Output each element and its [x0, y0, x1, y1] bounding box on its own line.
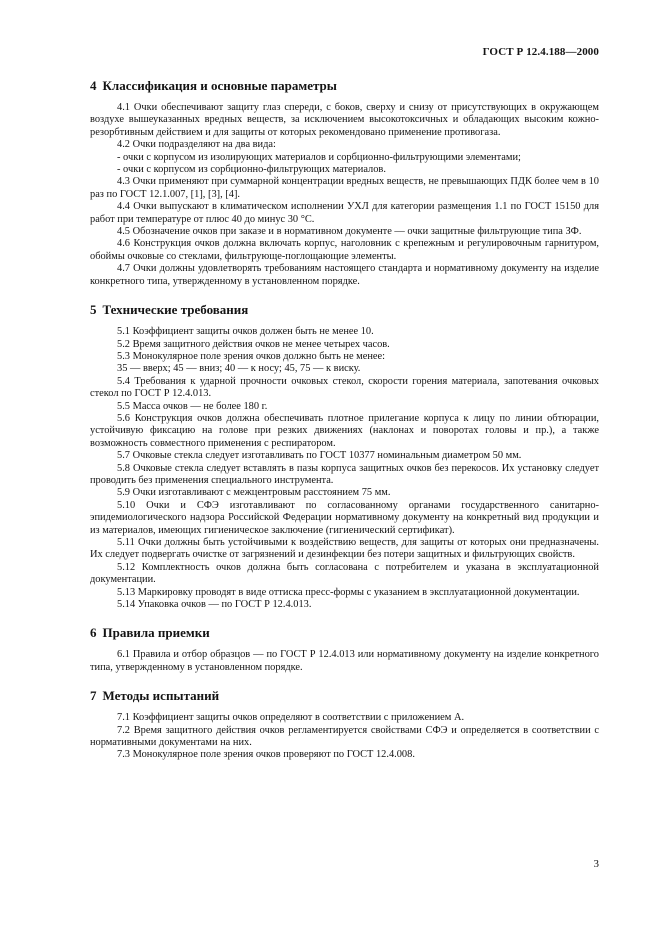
paragraph: 5.13 Маркировку проводят в виде оттиска пресс-формы с указанием в эксплуатационной документации.: [117, 586, 580, 598]
section-4: [90, 78, 599, 288]
paragraph: 5.4 Требования к ударной прочности очковых стекол, скорости горения материала, запотевания очковых стекол по ГОСТ Р 12.4.013.: [90, 375, 599, 400]
section-title-text: Технические требования: [102, 302, 249, 318]
paragraph: 5.11 Очки должны быть устойчивыми к воздействию веществ, для защиты от которых они предназначены. Их следует подвергать очистке от загрязнений и дезинфекции без потери защитных и фильтрующих свойств.: [90, 537, 599, 561]
section-title-text: Классификация и основные параметры: [102, 78, 337, 93]
paragraph: 5.14 Упаковка очков — по ГОСТ Р 12.4.013.: [117, 599, 312, 611]
paragraph: 4.3 Очки применяют при суммарной концентрации вредных веществ, не превышающих ПДК более чем в 10 раз по ГОСТ 12.1.007, [1], [3], [4].: [90, 176, 599, 200]
section-heading: [90, 688, 599, 704]
paragraph: 5.6 Конструкция очков должна обеспечивать плотное прилегание корпуса к лицу по линии обтюрации, устойчивую фиксацию на голове при резких движениях (наклонах и поворотах головы и пр.), а также возможность совместного применения с респиратором.: [90, 412, 599, 449]
section-number: 4: [90, 78, 97, 93]
paragraph: 4.1 Очки обеспечивают защиту глаз спереди, с боков, сверху и снизу от присутствующих в окружающем воздухе вышеуказанных вредных веществ, за исключением высокотоксичных и обладающих высоким кожно-резорбтивным действием и для защиты от которых рекомендовано применение противогаза.: [90, 102, 599, 138]
section-title-text: Методы испытаний: [102, 688, 220, 704]
paragraph: 6.1 Правила и отбор образцов — по ГОСТ Р 12.4.013 или нормативному документу на изделие конкретного типа, утвержденному в установленном порядке.: [90, 649, 599, 673]
paragraph: - очки с корпусом из изолирующих материалов и сорбционно-фильтрующими элементами;: [117, 151, 521, 163]
section-number: 5: [90, 302, 97, 318]
paragraph: 4.5 Обозначение очков при заказе и в нормативном документе — очки защитные фильтрующие типа ЗФ.: [117, 226, 582, 238]
paragraph: 4.7 Очки должны удовлетворять требованиям настоящего стандарта и нормативному документу на изделие конкретного типа, утвержденному в установленном порядке.: [90, 263, 599, 287]
section-number: 7: [90, 688, 97, 704]
paragraph: 5.3 Монокулярное поле зрения очков должно быть не менее:: [117, 350, 386, 362]
section-number: 6: [90, 625, 97, 641]
section-6: [90, 625, 599, 674]
paragraph: 5.7 Очковые стекла следует изготавливать по ГОСТ 10377 номинальным диаметром 50 мм.: [117, 450, 522, 462]
page-number: 3: [593, 858, 599, 870]
paragraph: 5.12 Комплектность очков должна быть согласована с потребителем и указана в эксплуатационной документации.: [90, 561, 599, 586]
section-heading: [90, 302, 599, 318]
section-7: [90, 688, 599, 762]
paragraph: 7.1 Коэффициент защиты очков определяют в соответствии с приложением А.: [117, 712, 465, 724]
paragraph: 4.4 Очки выпускают в климатическом исполнении УХЛ для категории размещения 1.1 по ГОСТ 15150 для работ при температуре от плюс 40 до минус 30 °С.: [90, 201, 599, 225]
document-header: ГОСТ Р 12.4.188—2000: [482, 46, 599, 58]
paragraph: 5.8 Очковые стекла следует вставлять в пазы корпуса защитных очков без перекосов. Их установку следует проводить без применения специального инструмента.: [90, 462, 599, 486]
paragraph: 35 — вверх; 45 — вниз; 40 — к носу; 45, 75 — к виску.: [117, 363, 361, 375]
paragraph: 7.3 Монокулярное поле зрения очков проверяют по ГОСТ 12.4.008.: [117, 749, 415, 761]
document-body: [90, 78, 599, 776]
paragraph: 4.2 Очки подразделяют на два вида:: [117, 139, 276, 151]
paragraph: 4.6 Конструкция очков должна включать корпус, наголовник с крепежным и регулировочным гарнитуром, обоймы очковые со стеклами, фильтрующе-поглощающие элементы.: [90, 238, 599, 262]
paragraph: 7.2 Время защитного действия очков регламентируется свойствами СФЭ и определяется в соответствии с нормативными документами на них.: [90, 724, 599, 749]
paragraph: 5.10 Очки и СФЭ изготавливают по согласованному органами государственного санитарно-эпидемиологического надзора Российской Федерации нормативному документу на конкретный вид продукции и из материалов, имеющих гигиеническое заключение (гигиенический сертификат).: [90, 499, 599, 536]
paragraph: 5.1 Коэффициент защиты очков должен быть не менее 10.: [117, 326, 374, 338]
section-heading: [90, 78, 599, 94]
paragraph: 5.9 Очки изготавливают с межцентровым расстоянием 75 мм.: [117, 487, 391, 499]
section-title-text: Правила приемки: [102, 625, 210, 641]
paragraph: - очки с корпусом из сорбционно-фильтрующих материалов.: [117, 164, 386, 176]
paragraph: 5.5 Масса очков — не более 180 г.: [117, 400, 268, 412]
section-5: [90, 302, 599, 611]
section-heading: [90, 625, 599, 641]
paragraph: 5.2 Время защитного действия очков не менее четырех часов.: [117, 338, 390, 350]
